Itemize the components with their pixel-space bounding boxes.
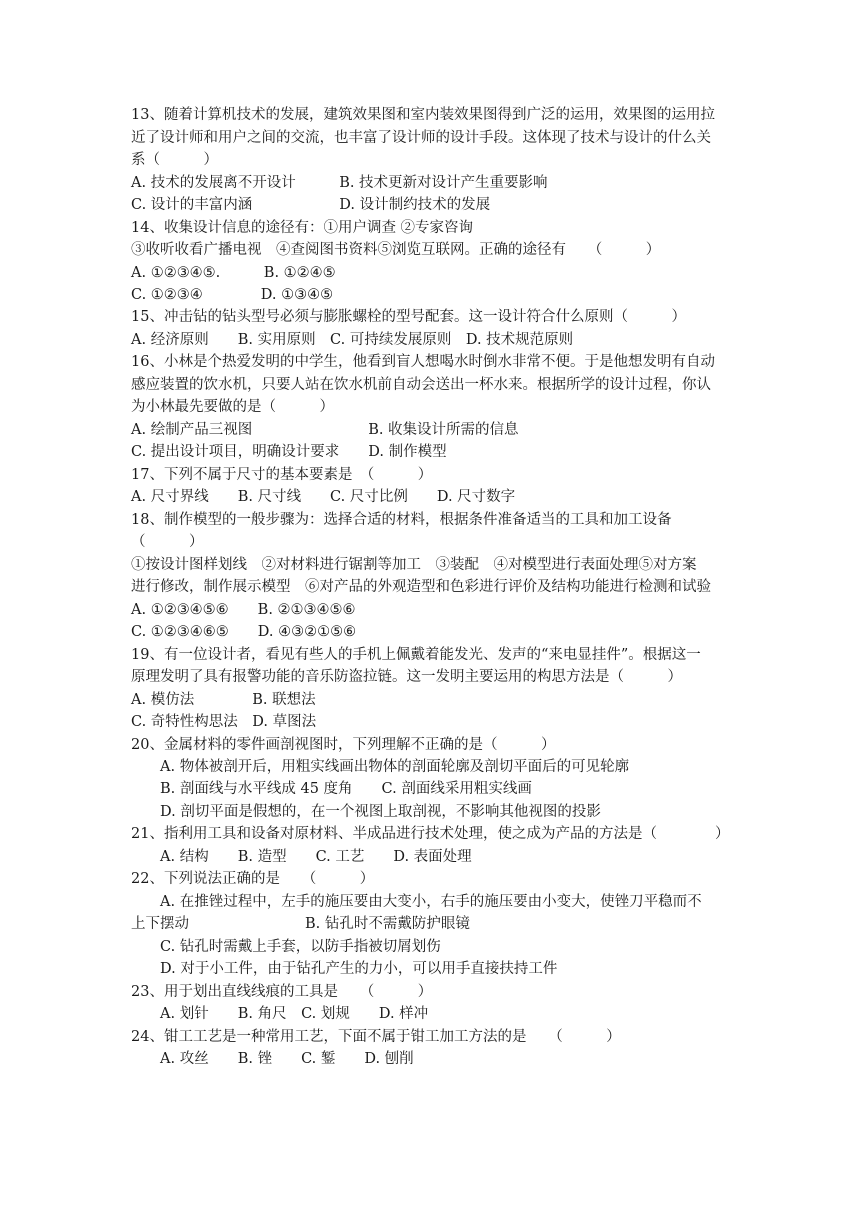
text-line: C. 钻孔时需戴上手套，以防手指被切屑划伤 <box>131 939 441 955</box>
text-line: A. 经济原则 B. 实用原则 C. 可持续发展原则 D. 技术规范原则 <box>131 332 574 348</box>
text-line: A. ①②③④⑤⑥ B. ②①③④⑤⑥ <box>131 602 356 618</box>
text-line: A. 尺寸界线 B. 尺寸线 C. 尺寸比例 D. 尺寸数字 <box>131 489 516 505</box>
text-line: A. 技术的发展离不开设计 B. 技术更新对设计产生重要影响 <box>131 175 548 191</box>
text-line: A. 划针 B. 角尺 C. 划规 D. 样冲 <box>131 1006 429 1022</box>
text-line: 23、用于划出直线线痕的工具是 （ ） <box>131 984 433 1000</box>
text-line: 上下摆动 B. 钻孔时不需戴防护眼镜 <box>131 916 470 932</box>
text-line: ①按设计图样划线 ②对材料进行锯割等加工 ③装配 ④对模型进行表面处理⑤对方案 <box>131 557 697 573</box>
text-line: B. 剖面线与水平线成 45 度角 C. 剖面线采用粗实线画 <box>131 781 532 797</box>
text-line: A. 绘制产品三视图 B. 收集设计所需的信息 <box>131 422 519 438</box>
text-line: 近了设计师和用户之间的交流，也丰富了设计师的设计手段。这体现了技术与设计的什么关 <box>131 130 711 146</box>
text-line: 15、冲击钻的钻头型号必须与膨胀螺栓的型号配套。这一设计符合什么原则（ ） <box>131 309 686 325</box>
text-line: A. 模仿法 B. 联想法 <box>131 692 316 708</box>
text-line: 22、下列说法正确的是 （ ） <box>131 871 375 887</box>
text-line: 16、小林是个热爱发明的中学生，他看到盲人想喝水时倒水非常不便。于是他想发明有自动 <box>131 354 715 370</box>
text-line: 13、随着计算机技术的发展，建筑效果图和室内装效果图得到广泛的运用，效果图的运用拉 <box>131 107 715 123</box>
text-line: D. 剖切平面是假想的，在一个视图上取剖视，不影响其他视图的投影 <box>131 804 601 820</box>
text-line: 感应装置的饮水机，只要人站在饮水机前自动会送出一杯水来。根据所学的设计过程，你认 <box>131 377 711 393</box>
text-line: C. 奇特性构思法 D. 草图法 <box>131 714 317 730</box>
text-line: A. 结构 B. 造型 C. 工艺 D. 表面处理 <box>131 849 472 865</box>
text-line: A. 物体被剖开后，用粗实线画出物体的剖面轮廓及剖切平面后的可见轮廓 <box>131 759 630 775</box>
text-line: C. 设计的丰富内涵 D. 设计制约技术的发展 <box>131 197 491 213</box>
text-line: 24、钳工工艺是一种常用工艺，下面不属于钳工加工方法的是 （ ） <box>131 1029 621 1045</box>
text-line: 原理发明了具有报警功能的音乐防盗拉链。这一发明主要运用的构思方法是（ ） <box>131 669 682 685</box>
text-line: C. 提出设计项目，明确设计要求 D. 制作模型 <box>131 444 447 460</box>
text-line: D. 对于小工件，由于钻孔产生的力小，可以用手直接扶持工件 <box>131 961 558 977</box>
text-line: 14、收集设计信息的途径有：①用户调查 ②专家咨询 <box>131 220 474 236</box>
text-line: 进行修改，制作展示模型 ⑥对产品的外观造型和色彩进行评价及结构功能进行检测和试验 <box>131 579 711 595</box>
text-line: A. ①②③④⑤. B. ①②④⑤ <box>131 265 336 281</box>
text-line: C. ①②③④ D. ①③④⑤ <box>131 287 334 303</box>
text-line: A. 攻丝 B. 锉 C. 錾 D. 刨削 <box>131 1051 414 1067</box>
text-line: 21、指利用工具和设备对原材料、半成品进行技术处理，使之成为产品的方法是（ ） <box>131 826 730 842</box>
text-line: 18、制作模型的一般步骤为：选择合适的材料，根据条件准备适当的工具和加工设备 <box>131 512 672 528</box>
text-line: A. 在推锉过程中，左手的施压要由大变小，右手的施压要由小变大，使锉刀平稳而不 <box>131 894 702 910</box>
text-line: 为小林最先要做的是（ ） <box>131 399 334 415</box>
text-line: （ ） <box>131 534 204 550</box>
text-line: 系（ ） <box>131 152 218 168</box>
text-line: C. ①②③④⑥⑤ D. ④③②①⑤⑥ <box>131 624 357 640</box>
text-line: 17、下列不属于尺寸的基本要素是 （ ） <box>131 467 433 483</box>
text-line: 20、金属材料的零件画剖视图时，下列理解不正确的是（ ） <box>131 737 556 753</box>
text-line: 19、有一位设计者，看见有些人的手机上佩戴着能发光、发声的“来电显挂件”。根据这一 <box>131 647 701 663</box>
text-line: ③收听收看广播电视 ④查阅图书资料⑤浏览互联网。正确的途径有 （ ） <box>131 242 661 258</box>
